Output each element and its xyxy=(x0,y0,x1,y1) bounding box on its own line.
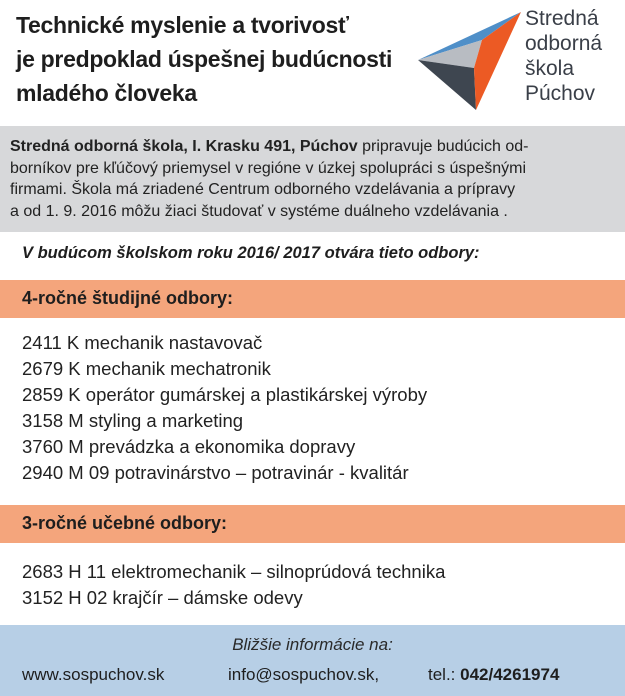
four-year-title: 4-ročné študijné odbory: xyxy=(22,288,234,308)
program-item: 3760 M prevádzka a ekonomika dopravy xyxy=(22,436,356,457)
logo-facet-dark xyxy=(418,60,476,110)
intro-line: borníkov pre kľúčový priemysel v regióne v úzkej spolupráci s úspešnými xyxy=(10,159,526,177)
school-logo-icon xyxy=(416,10,521,110)
program-item: 2679 K mechanik mechatronik xyxy=(22,358,271,379)
three-year-list xyxy=(22,559,445,611)
more-info-label: Bližšie informácie na: xyxy=(232,635,393,654)
header xyxy=(0,0,625,126)
phone-label: tel.: xyxy=(428,665,456,684)
four-year-band xyxy=(0,280,625,318)
headline-line: mladého človeka xyxy=(16,80,197,106)
four-year-list xyxy=(22,330,427,486)
phone-number[interactable]: 042/4261974 xyxy=(460,665,560,684)
school-address: Stredná odborná škola, I. Krasku 491, Púchov xyxy=(10,138,358,155)
phone-contact xyxy=(428,665,559,685)
program-item: 3152 H 02 krajčír – dámske odevy xyxy=(22,587,303,608)
program-item: 2683 H 11 elektromechanik – silnoprúdová technika xyxy=(22,561,446,582)
headline xyxy=(16,8,416,110)
intro-line: firmami. Škola má zriadené Centrum odborného vzdelávania a prípravy xyxy=(10,181,516,198)
program-item: 2940 M 09 potravinárstvo – potravinár - kvalitár xyxy=(22,462,409,483)
program-item: 2859 K operátor gumárskej a plastikárskej výroby xyxy=(22,384,428,405)
logo-line: Stredná xyxy=(525,7,599,30)
school-logo-text xyxy=(525,6,623,106)
three-year-title: 3-ročné učebné odbory: xyxy=(22,513,228,533)
logo-line: Púchov xyxy=(525,82,596,105)
intro-box xyxy=(0,126,625,232)
program-item: 2411 K mechanik nastavovač xyxy=(22,332,263,353)
logo-line: škola xyxy=(525,57,575,80)
intro-line: pripravuje budúcich od- xyxy=(357,138,529,155)
three-year-band xyxy=(0,505,625,543)
logo-line: odborná xyxy=(525,32,603,55)
intro-text xyxy=(10,136,615,222)
headline-line: je predpoklad úspešnej budúcnosti xyxy=(16,46,393,72)
footer xyxy=(0,625,625,696)
programs-subtitle: V budúcom školskom roku 2016/ 2017 otvára tieto odbory: xyxy=(22,244,480,262)
program-item: 3158 M styling a marketing xyxy=(22,410,244,431)
website-link[interactable]: www.sospuchov.sk xyxy=(22,665,165,684)
intro-line: a od 1. 9. 2016 môžu žiaci študovať v systéme duálneho vzdelávania . xyxy=(10,202,508,220)
headline-line: Technické myslenie a tvorivosť xyxy=(16,12,349,38)
email-link[interactable]: info@sospuchov.sk, xyxy=(228,665,380,684)
